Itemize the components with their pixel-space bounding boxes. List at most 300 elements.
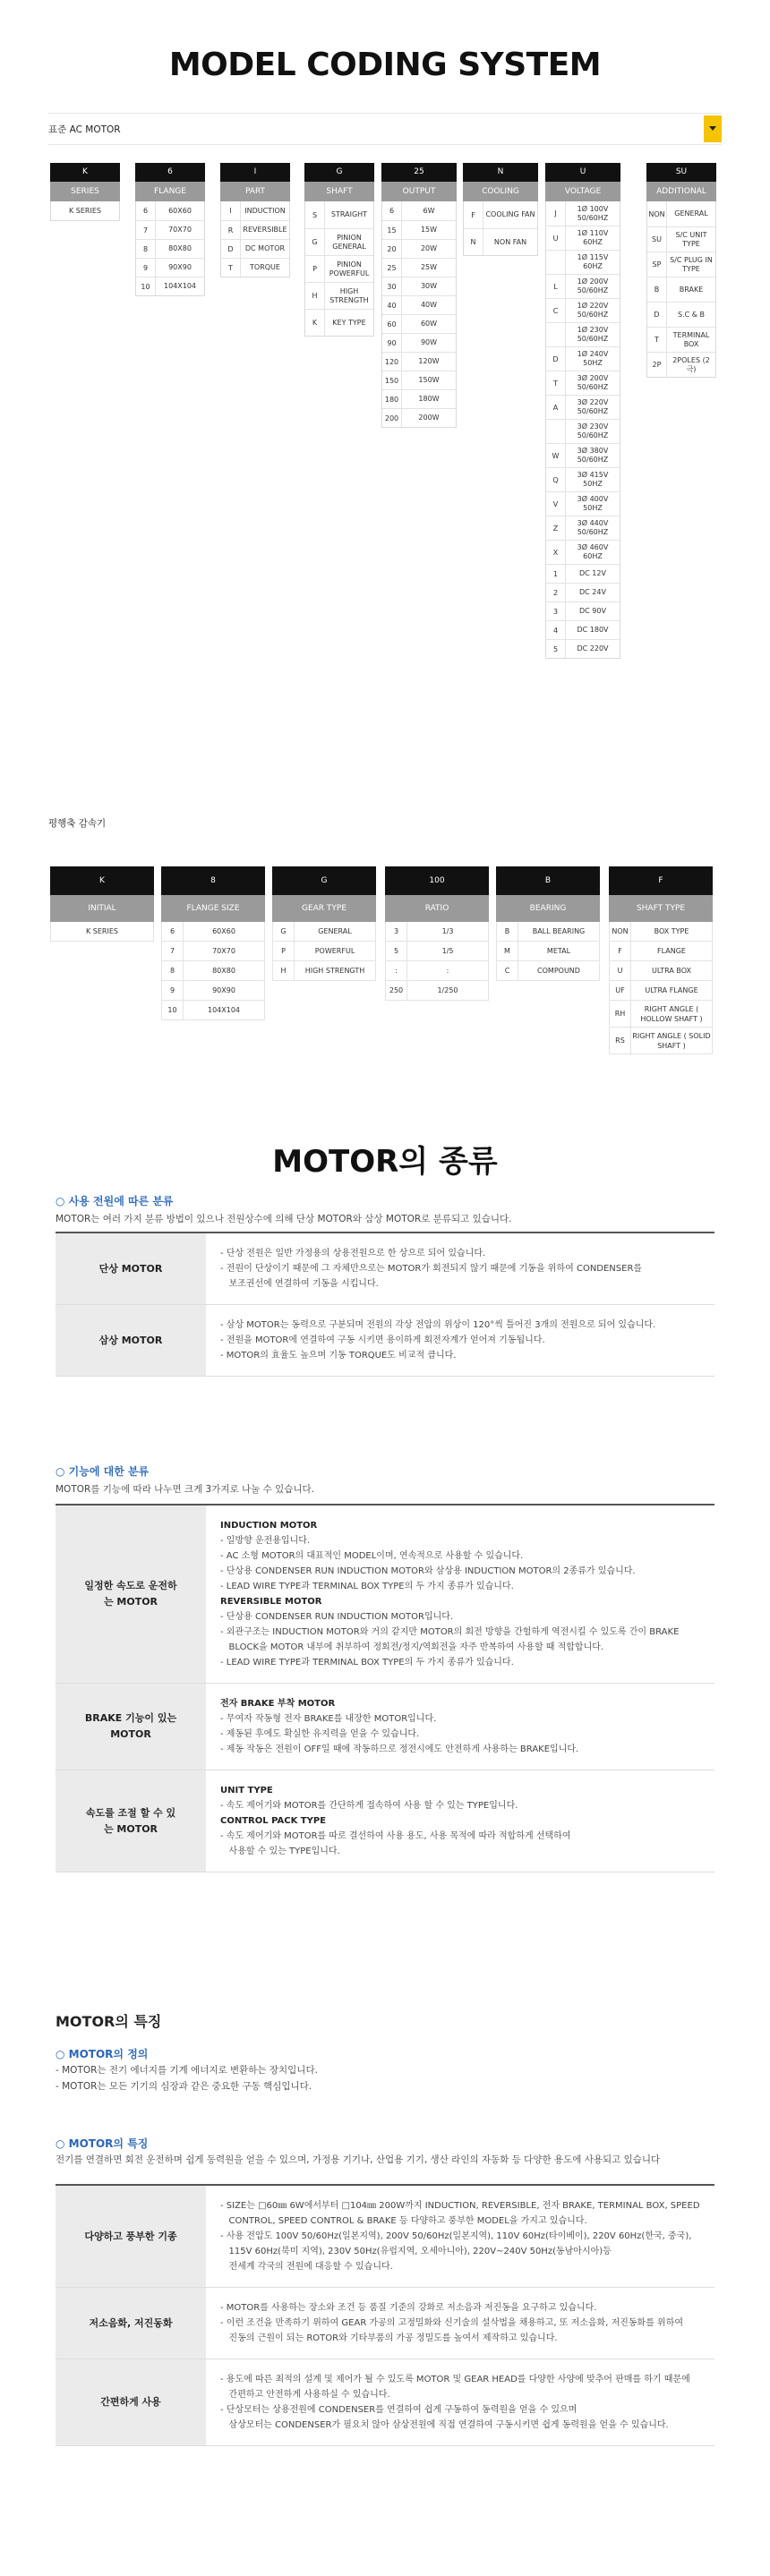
- row-value: KEY TYPE: [332, 318, 366, 327]
- table-row: [221, 201, 289, 220]
- row-value: 2POLES (2극): [672, 355, 710, 373]
- row-code: RS: [610, 1028, 631, 1053]
- table-row: [162, 981, 264, 1001]
- content-line: - 외관구조는 INDUCTION MOTOR와 거의 같지만 MOTOR의 회전 방향을 간헐하게 역전시킬 수 있도록 간이 BRAKE: [220, 1627, 680, 1637]
- table-row: [386, 981, 488, 1001]
- coding-column-voltage: [545, 163, 620, 659]
- row-value: 1Ø 230V 50/60HZ: [577, 326, 609, 343]
- table-row: [546, 226, 620, 250]
- row-code: K: [305, 310, 325, 336]
- table-row: [382, 220, 456, 239]
- row-value: 3Ø 220V 50/60HZ: [577, 398, 609, 415]
- table-row: [546, 419, 620, 443]
- gear-column-shaft-type: [609, 866, 713, 1054]
- row-code: NON: [610, 922, 631, 941]
- table-row: [382, 333, 456, 352]
- content-line: 사용할 수 있는 TYPE입니다.: [220, 1847, 340, 1856]
- column-code: 100: [385, 866, 489, 895]
- row-code: 40: [382, 296, 402, 314]
- row-code: 9: [136, 259, 156, 277]
- row-code: 3: [546, 602, 566, 620]
- content-line: - 용도에 따른 최적의 설계 및 제어가 될 수 있도록 MOTOR 및 GEAR HEAD를 다양한 사양에 맞추어 판매를 하기 때문에: [220, 2375, 690, 2384]
- row-value: 3Ø 230V 50/60HZ: [577, 422, 609, 439]
- row-value: 60W: [420, 320, 438, 328]
- row-code: V: [546, 492, 566, 516]
- row-code: J: [546, 201, 566, 226]
- coding-column-flange: [135, 163, 205, 296]
- column-code: I: [220, 163, 290, 182]
- table-row: [305, 282, 373, 309]
- row-code: 5: [386, 942, 407, 960]
- row-code: T: [221, 259, 241, 277]
- table-row: [273, 961, 375, 981]
- row-code: H: [305, 283, 325, 309]
- table-row: [546, 346, 620, 371]
- row-code: H: [273, 961, 295, 980]
- table-row: [546, 467, 620, 491]
- content-line: 삼상모터는 CONDENSER가 필요치 않아 삼상전원에 직접 연결하여 구동시키면 쉽게 동력원을 얻을 수 있습니다.: [220, 2420, 669, 2430]
- row-value: 150W: [418, 376, 440, 384]
- row-value: 3Ø 400V 50HZ: [577, 495, 609, 512]
- page-title-coding: MODEL CODING SYSTEM: [168, 47, 602, 83]
- block-title: UNIT TYPE: [220, 1786, 273, 1796]
- column-rows: [385, 922, 489, 1001]
- row-code: C: [497, 961, 518, 980]
- table-row: [162, 942, 264, 961]
- row-value: GENERAL: [674, 209, 708, 218]
- page-title-types: MOTOR의 종류: [272, 1144, 498, 1180]
- row-code: 250: [386, 981, 407, 1000]
- char-table: [56, 2184, 714, 2446]
- table-row: [546, 516, 620, 540]
- row-code: F: [464, 201, 483, 228]
- row-value: 1Ø 100V 50/60HZ: [577, 204, 609, 222]
- table-row: [546, 583, 620, 601]
- table-row: [497, 961, 599, 981]
- row-header: 간편하게 사용: [56, 2359, 206, 2445]
- table-row: [382, 389, 456, 408]
- row-code: R: [221, 221, 241, 239]
- table-row: [305, 228, 373, 255]
- table-row: [546, 201, 620, 226]
- table-row: [610, 1028, 712, 1054]
- gear-column-initial: [50, 866, 154, 942]
- column-code: SU: [646, 163, 716, 182]
- row-value: DC 12V: [579, 569, 606, 577]
- column-rows: [272, 922, 376, 981]
- row-header: 일정한 속도로 운전하는 MOTOR: [56, 1506, 206, 1683]
- row-code: 4: [546, 621, 566, 639]
- table-row: [647, 201, 715, 226]
- ac-motor-label: 표준 AC MOTOR: [48, 124, 121, 135]
- row-code: 180: [382, 390, 402, 408]
- row-code: 6: [162, 922, 184, 941]
- table-row: [382, 239, 456, 258]
- table-row: [546, 620, 620, 639]
- char-desc: 전기를 연결하면 회전 운전하며 쉽게 동력원을 얻을 수 있으며, 가정용 기기나, 산업용 기기, 생산 라인의 자동화 등 다양한 용도에 사용되고 있습니다: [56, 2154, 661, 2165]
- row-code: SU: [647, 227, 667, 252]
- content-line: - 단상용 CONDENSER RUN INDUCTION MOTOR입니다.: [220, 1612, 454, 1622]
- content-line: - 제동 작동은 전원이 OFF일 때에 작동하므로 정전시에도 안전하게 사용하는 BRAKE입니다.: [220, 1744, 579, 1754]
- row-content: [206, 2288, 714, 2358]
- content-line: - 삼상 MOTOR는 동력으로 구분되며 전원의 각상 전압의 위상이 120°씩 틀어진 3개의 전원으로 되어 있습니다.: [220, 1320, 656, 1330]
- row-content: [206, 1305, 714, 1376]
- table-row: [464, 228, 537, 255]
- row-value: PINION POWERFUL: [329, 260, 370, 277]
- row-value: 104X104: [207, 1006, 241, 1014]
- row-value: 90X90: [212, 986, 235, 994]
- table-row: [221, 220, 289, 239]
- row-value: S.C & B: [677, 310, 706, 319]
- column-code: G: [304, 163, 374, 182]
- row-value: REVERSIBLE: [243, 226, 287, 234]
- row-code: M: [497, 942, 518, 960]
- row-value: ULTRA FLANGE: [645, 986, 698, 994]
- coding-column-shaft: [304, 163, 374, 337]
- row-value: RIGHT ANGLE ( SOLID SHAFT ): [632, 1031, 711, 1050]
- content-line: 보조권선에 연결하여 기동을 시킵니다.: [220, 1279, 379, 1289]
- column-rows: [161, 922, 265, 1020]
- content-line: - 무여자 작동형 전자 BRAKE를 내장한 MOTOR입니다.: [220, 1714, 437, 1724]
- row-code: 3: [386, 922, 407, 941]
- row-code: Z: [546, 516, 566, 540]
- row-code: NON: [647, 201, 667, 226]
- row-code: A: [546, 396, 566, 419]
- row-code: 10: [162, 1001, 184, 1019]
- table-row: [56, 2288, 714, 2359]
- row-value: RIGHT ANGLE ( HOLLOW SHAFT ): [640, 1004, 703, 1023]
- ac-motor-bar: [48, 113, 722, 145]
- table-row: [56, 1506, 714, 1684]
- column-code: 6: [135, 163, 205, 182]
- row-value: 104X104: [163, 282, 197, 290]
- table-row: [382, 314, 456, 333]
- column-name: RATIO: [385, 895, 489, 922]
- row-value: 1/3: [441, 927, 454, 935]
- row-header: BRAKE 기능이 있는 MOTOR: [56, 1684, 206, 1770]
- row-code: G: [273, 922, 295, 941]
- row-value: 40W: [420, 301, 438, 309]
- content-line: - 이런 조건을 만족하기 위하여 GEAR 가공의 고정밀화와 신기술의 설삭법을 채용하고, 또 저소음화, 저진동화를 위하여: [220, 2318, 684, 2328]
- row-code: [546, 251, 566, 274]
- row-code: U: [610, 961, 631, 980]
- table-row: [546, 601, 620, 620]
- row-code: F: [610, 942, 631, 960]
- column-name: VOLTAGE: [545, 182, 620, 201]
- table-row: [497, 942, 599, 961]
- row-code: N: [464, 229, 483, 255]
- row-value: 180W: [418, 395, 440, 403]
- row-value: 1Ø 115V 60HZ: [577, 253, 609, 270]
- table-row: [56, 1305, 714, 1377]
- table-row: [546, 371, 620, 395]
- row-value: PINION GENERAL: [332, 233, 366, 251]
- column-rows: [646, 201, 716, 378]
- definition-lines: [56, 2062, 318, 2094]
- power-head: ○ 사용 전원에 따른 분류: [56, 1193, 174, 1208]
- row-value: DC 90V: [579, 607, 606, 615]
- row-value: 3Ø 415V 50HZ: [577, 471, 609, 488]
- row-value: 6W: [423, 206, 435, 215]
- content-line: - AC 소형 MOTOR의 대표적인 MODEL이며, 연속적으로 사용할 수 있습니다.: [220, 1551, 524, 1561]
- table-row: [647, 327, 715, 352]
- coding-column-series: [50, 163, 120, 221]
- row-value: 20W: [420, 244, 438, 252]
- content-line: - 단상 전원은 일반 가정용의 상용전원으로 한 상으로 되어 있습니다.: [220, 1249, 486, 1258]
- content-line: - MOTOR를 사용하는 장소와 조건 등 품질 기준의 강화로 저소음과 저진동을 요구하고 있습니다.: [220, 2303, 597, 2313]
- table-row: [382, 408, 456, 427]
- row-code: 15: [382, 221, 402, 239]
- coding-column-output: [381, 163, 457, 428]
- row-code: T: [546, 371, 566, 395]
- table-row: [136, 258, 204, 277]
- row-header: 다양하고 풍부한 기종: [56, 2186, 206, 2287]
- table-row: [610, 1001, 712, 1028]
- coding-column-part: [220, 163, 290, 277]
- row-value: 3Ø 380V 50/60HZ: [577, 447, 609, 464]
- content-line: - 전원을 MOTOR에 연결하여 구동 시키면 용이하게 회전자계가 얻어져 기동됩니다.: [220, 1335, 545, 1345]
- content-line: - 사용 전압도 100V 50/60Hz(일본지역), 200V 50/60Hz(일본지역), 110V 60Hz(타이베이), 220V 60Hz(한국, 중국),: [220, 2231, 692, 2241]
- row-value: 90X90: [168, 263, 192, 271]
- column-code: F: [609, 866, 713, 895]
- table-row: [56, 1233, 714, 1305]
- row-value: :: [446, 967, 449, 975]
- column-name: SHAFT TYPE: [609, 895, 713, 922]
- row-value: DC 180V: [577, 626, 609, 634]
- row-code: D: [221, 240, 241, 258]
- table-row: [386, 942, 488, 961]
- table-row: [273, 942, 375, 961]
- column-name: FLANGE SIZE: [161, 895, 265, 922]
- column-code: K: [50, 866, 154, 895]
- definition-head: ○ MOTOR의 정의: [56, 2046, 148, 2061]
- content-line: - MOTOR의 효율도 높으며 기동 TORQUE도 비교적 큽니다.: [220, 1351, 457, 1361]
- row-header: 속도를 조절 할 수 있는 MOTOR: [56, 1770, 206, 1872]
- table-row: [546, 639, 620, 658]
- row-value: 1/250: [437, 986, 458, 994]
- table-row: [647, 226, 715, 252]
- table-row: [382, 201, 456, 220]
- row-value: 90W: [420, 338, 438, 346]
- row-value: BALL BEARING: [532, 927, 586, 935]
- column-name: BEARING: [496, 895, 600, 922]
- row-value: TORQUE: [250, 263, 280, 271]
- row-code: 150: [382, 371, 402, 389]
- row-code: D: [647, 303, 667, 327]
- table-row: [51, 922, 153, 942]
- coding-column-cooling: [463, 163, 538, 256]
- chevron-down-icon[interactable]: [704, 115, 722, 142]
- row-code: 7: [136, 221, 156, 239]
- definition-line: - MOTOR는 모든 기기의 심장과 같은 중요한 구동 핵심입니다.: [56, 2081, 312, 2092]
- row-code: [546, 323, 566, 346]
- row-value: S/C UNIT TYPE: [675, 230, 707, 248]
- row-value: 80X80: [212, 967, 235, 975]
- gear-label: 평행축 감속기: [48, 818, 107, 829]
- table-row: [610, 961, 712, 981]
- row-value: HIGH STRENGTH: [304, 967, 365, 975]
- column-rows: [50, 201, 120, 221]
- content-line: - 단상모터는 상용전원에 CONDENSER를 연결하여 쉽게 구동하여 동력원을 얻을 수 있으며: [220, 2405, 578, 2415]
- row-code: 30: [382, 277, 402, 295]
- table-row: [162, 1001, 264, 1020]
- content-line: 115V 60Hz(북미 지역), 230V 50Hz(유럽지역, 오세아니아), 220V~240V 50Hz(동남아시아)등: [220, 2247, 612, 2256]
- column-code: U: [545, 163, 620, 182]
- row-code: 90: [382, 334, 402, 352]
- row-code: B: [647, 277, 667, 302]
- row-content: [206, 1770, 714, 1872]
- table-row: [305, 255, 373, 282]
- row-value: DC MOTOR: [244, 244, 286, 252]
- row-value: 70X70: [212, 947, 235, 955]
- row-value: S/C PLUG IN TYPE: [670, 255, 713, 273]
- table-row: [221, 258, 289, 277]
- row-value: 25W: [420, 263, 438, 271]
- row-content: [206, 1233, 714, 1304]
- row-code: 8: [136, 240, 156, 258]
- row-value: INDUCTION: [244, 206, 286, 215]
- row-code: G: [305, 229, 325, 255]
- table-row: [610, 981, 712, 1001]
- row-value: DC 220V: [577, 644, 609, 653]
- definition-line: - MOTOR는 전기 에너지를 기계 에너지로 변환하는 장치입니다.: [56, 2065, 318, 2076]
- column-code: G: [272, 866, 376, 895]
- content-line: BLOCK을 MOTOR 내부에 취부하여 정회전/정지/역회전을 자주 반복하여 사용할 때 적합합니다.: [220, 1642, 604, 1652]
- row-code: 1: [546, 565, 566, 583]
- column-code: B: [496, 866, 600, 895]
- row-code: 10: [136, 277, 156, 295]
- table-row: [386, 961, 488, 981]
- row-code: D: [546, 347, 566, 371]
- row-value: 3Ø 440V 50/60HZ: [577, 519, 609, 536]
- table-row: [162, 961, 264, 981]
- table-row: [56, 2359, 714, 2446]
- table-row: [162, 922, 264, 942]
- row-code: 2P: [647, 353, 667, 377]
- power-desc: MOTOR는 여러 가지 분류 방법이 있으나 전원상수에 의해 단상 MOTOR와 삼상 MOTOR로 분류되고 있습니다.: [56, 1214, 512, 1224]
- block-title: REVERSIBLE MOTOR: [220, 1597, 322, 1607]
- block-title: 전자 BRAKE 부착 MOTOR: [220, 1699, 336, 1709]
- column-code: 8: [161, 866, 265, 895]
- column-code: N: [463, 163, 538, 182]
- row-header: 삼상 MOTOR: [56, 1305, 206, 1376]
- table-row: [546, 443, 620, 467]
- column-rows: [463, 201, 538, 256]
- table-row: [136, 239, 204, 258]
- row-content: [206, 2359, 714, 2445]
- row-value: 1Ø 200V 50/60HZ: [577, 277, 609, 294]
- table-row: [382, 371, 456, 389]
- table-row: [546, 298, 620, 322]
- function-table: [56, 1504, 714, 1872]
- block-title: CONTROL PACK TYPE: [220, 1816, 327, 1826]
- column-name: FLANGE: [135, 182, 205, 201]
- row-value: 30W: [420, 282, 438, 290]
- row-code: 60: [382, 315, 402, 333]
- table-row: [136, 277, 204, 295]
- row-code: X: [546, 541, 566, 564]
- row-value: K SERIES: [86, 927, 118, 935]
- row-code: 20: [382, 240, 402, 258]
- row-value: COOLING FAN: [485, 210, 535, 218]
- table-row: [546, 564, 620, 583]
- row-code: I: [221, 201, 241, 220]
- row-value: 70X70: [168, 226, 192, 234]
- row-value: 1Ø 220V 50/60HZ: [577, 302, 609, 319]
- row-code: 7: [162, 942, 184, 960]
- column-rows: [304, 201, 374, 337]
- column-name: GEAR TYPE: [272, 895, 376, 922]
- power-table: [56, 1232, 714, 1377]
- gear-column-bearing: [496, 866, 600, 981]
- row-code: P: [273, 942, 295, 960]
- row-value: 60X60: [168, 206, 192, 215]
- table-row: [221, 239, 289, 258]
- row-value: NON FAN: [493, 237, 527, 246]
- content-line: - 속도 제어기와 MOTOR를 간단하게 접속하여 사용 할 수 있는 TYPE입니다.: [220, 1801, 518, 1811]
- row-code: RH: [610, 1001, 631, 1027]
- column-name: INITIAL: [50, 895, 154, 922]
- row-code: W: [546, 444, 566, 467]
- content-line: - SIZE는 □60㎜ 6W에서부터 □104㎜ 200W까지 INDUCTION, REVERSIBLE, 전자 BRAKE, TERMINAL BOX, SPEED: [220, 2201, 700, 2211]
- column-rows: [50, 922, 154, 942]
- row-value: HIGH STRENGTH: [329, 286, 369, 304]
- row-code: 6: [136, 201, 156, 220]
- row-header: 저소음화, 저진동화: [56, 2288, 206, 2358]
- table-row: [56, 1770, 714, 1872]
- table-row: [382, 352, 456, 371]
- row-code: 25: [382, 259, 402, 277]
- table-row: [382, 295, 456, 314]
- table-row: [56, 1684, 714, 1770]
- row-code: P: [305, 256, 325, 282]
- column-rows: [496, 922, 600, 981]
- column-name: PART: [220, 182, 290, 201]
- row-value: 200W: [418, 414, 440, 422]
- char-head: ○ MOTOR의 특징: [56, 2136, 148, 2151]
- row-value: 120W: [418, 357, 440, 365]
- row-code: 8: [162, 961, 184, 980]
- table-row: [51, 201, 119, 220]
- row-code: L: [546, 275, 566, 298]
- row-code: SP: [647, 252, 667, 277]
- features-title: MOTOR의 특징: [56, 2013, 162, 2030]
- row-code: :: [386, 961, 407, 980]
- column-name: ADDITIONAL: [646, 182, 716, 201]
- table-row: [647, 277, 715, 302]
- column-name: SERIES: [50, 182, 120, 201]
- row-value: 1Ø 110V 60HZ: [577, 229, 609, 246]
- column-rows: [135, 201, 205, 296]
- table-row: [610, 922, 712, 942]
- row-value: BRAKE: [679, 285, 704, 294]
- row-code: UF: [610, 981, 631, 1000]
- row-code: 2: [546, 584, 566, 601]
- table-row: [273, 922, 375, 942]
- table-row: [464, 201, 537, 228]
- column-rows: [609, 922, 713, 1054]
- table-row: [546, 540, 620, 564]
- row-code: T: [647, 328, 667, 352]
- column-rows: [381, 201, 457, 428]
- table-row: [386, 922, 488, 942]
- row-header: 단상 MOTOR: [56, 1233, 206, 1304]
- table-row: [497, 922, 599, 942]
- block-title: INDUCTION MOTOR: [220, 1521, 318, 1531]
- content-line: 간편하고 안전하게 사용하실 수 있습니다.: [220, 2390, 390, 2400]
- row-code: Q: [546, 468, 566, 491]
- row-value: METAL: [546, 947, 571, 955]
